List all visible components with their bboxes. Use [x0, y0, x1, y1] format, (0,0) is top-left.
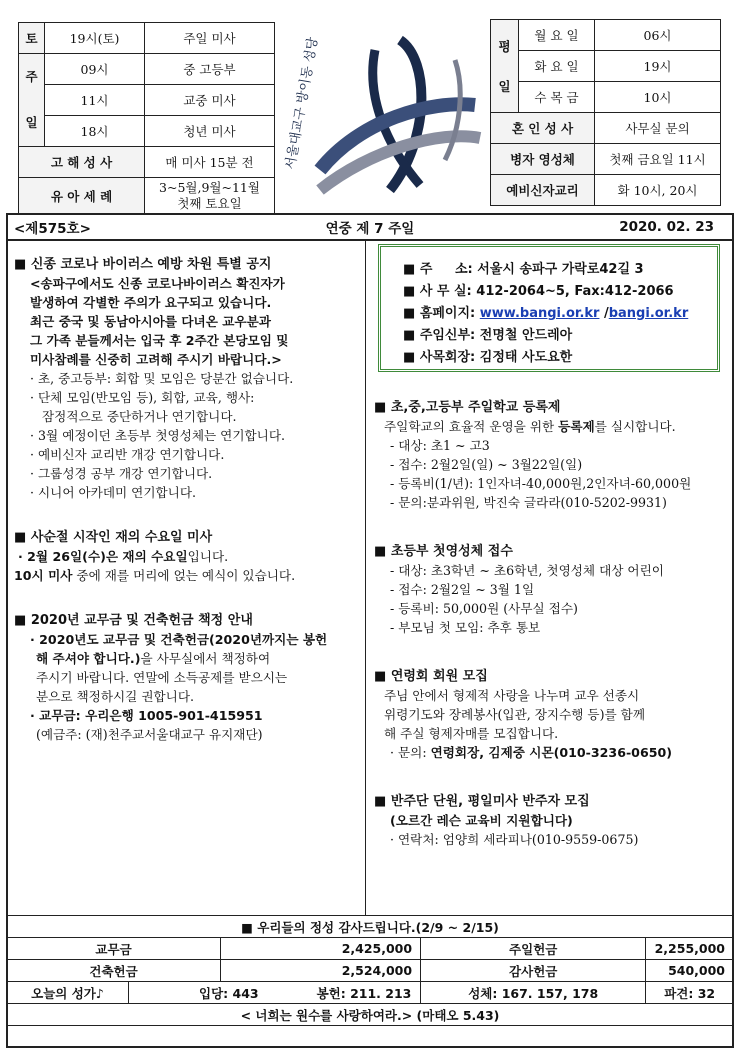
liturgical-sunday: 연중 제 7 주일: [325, 221, 415, 237]
build-value: 2,524,000: [221, 960, 421, 982]
entrance-hymn: 입당: 443: [199, 985, 259, 1001]
marriage-label: 혼 인 성 사: [491, 113, 595, 144]
hymn-communion: 성체: 167. 157, 178: [421, 982, 646, 1004]
sunday-school-notice: [374, 398, 730, 512]
school-intro: [374, 417, 730, 436]
baptism-label: 유 아 세 례: [19, 178, 145, 214]
weekday-label-1: 평: [498, 39, 511, 54]
homepage-link[interactable]: www.bangi.or.kr: [479, 306, 600, 321]
homepage-link-short[interactable]: bangi.or.kr: [608, 306, 689, 321]
parish-address-box: [378, 244, 720, 372]
offering-summary: [6, 915, 734, 1026]
fee-title: 2020년 교무금 및 건축헌금 책정 안내: [30, 613, 253, 628]
marriage-value: 사무실 문의: [595, 113, 721, 144]
sunday-mass-2: 교중 미사: [145, 85, 275, 116]
address-value: 서울시 송파구 가락로42길 3: [477, 262, 644, 277]
corona-item: · 단체 모임(반모임 등), 회합, 교육, 행사:: [30, 390, 255, 405]
lent-title-row: ■ 사순절 시작인 재의 수요일 미사: [14, 530, 213, 545]
corona-item: · 초, 중고등부: 회합 및 모임은 당분간 없습니다.: [30, 371, 294, 386]
baptism-value-2: 첫째 토요일: [177, 195, 242, 211]
first-communion-notice: [374, 542, 730, 637]
weekday-schedule: [490, 19, 721, 206]
school-intro-1: 주일학교의 효율적 운영을 위한: [384, 419, 559, 434]
gyomu-value: 2,425,000: [221, 938, 421, 960]
baptism-value-1: 3~5월,9월~11월: [159, 179, 260, 195]
hymn-entrance: [129, 982, 421, 1004]
corona-bold-1: <송파구에서도 신종 코로나바이러스 확진자가: [30, 276, 285, 291]
fee-line-2: [14, 649, 362, 668]
left-column: [14, 255, 362, 758]
fee-line-3: 주시기 바랍니다. 연말에 소득공제를 받으시는: [36, 670, 288, 685]
sunday-mass-3: 청년 미사: [145, 116, 275, 147]
communion-item: - 등록비: 50,000원 (사무실 접수): [390, 601, 578, 616]
corona-bold-3: 최근 중국 및 동남아시아를 다녀온 교우분과: [30, 314, 271, 329]
fee-line-2-bold: 해 주셔야 합니다.): [36, 651, 141, 666]
elder-line: 위령기도와 장례봉사(입관, 장지수행 등)를 함께: [384, 707, 645, 722]
wed-fri-label: 수 목 금: [519, 82, 595, 113]
gamsa-label: 감사헌금: [421, 960, 646, 982]
offering-table: [6, 915, 734, 1026]
lent-mass-time: 10시 미사: [14, 568, 73, 583]
offertory-hymn: 봉헌: 211. 213: [316, 985, 412, 1001]
weekday-label-2: 일: [498, 79, 511, 94]
communion-title-row: ■ 초등부 첫영성체 접수: [374, 544, 513, 559]
accomp-sub: (오르간 레슨 교육비 지원합니다): [390, 813, 573, 828]
sunday-mass-schedule: [18, 22, 275, 214]
fee-line-4: 분으로 책정하시길 권합니다.: [36, 689, 194, 704]
lent-line-2-rest: 중에 재를 머리에 얹는 예식이 있습니다.: [72, 568, 296, 583]
elder-contact-row: [374, 743, 730, 762]
elder-line: 해 주실 형제자매를 모집합니다.: [384, 726, 559, 741]
accomp-contact: · 연락처: 엄양희 세라피나(010-9559-0675): [390, 832, 639, 847]
office-label: 사 무 실:: [419, 284, 472, 299]
sunday-label-1: 주: [25, 69, 38, 84]
homepage-separator: /: [599, 306, 609, 321]
lent-line-2: [14, 566, 362, 585]
homepage-label: 홈페이지:: [419, 306, 476, 321]
school-item: - 등록비(1/년): 1인자녀-40,000원,2인자녀-60,000원: [390, 476, 692, 491]
catechumen-label: 예비신자교리: [491, 175, 595, 206]
elder-line: 주님 안에서 형제적 사랑을 나누며 교우 선종시: [384, 688, 640, 703]
president-value: 김정태 사도요한: [479, 350, 573, 365]
school-title-row: ■ 초,중,고등부 주일학교 등록제: [374, 400, 561, 415]
column-divider: [365, 241, 366, 915]
tuesday-time: 19시: [595, 51, 721, 82]
fee-title-row: ■ 2020년 교무금 및 건축헌금 책정 안내: [14, 613, 253, 628]
corona-item: · 시니어 아카데미 연기합니다.: [30, 485, 197, 500]
tuesday-label: 화 요 일: [519, 51, 595, 82]
scripture-quote: < 너희는 원수를 사랑하여라.> (마태오 5.43): [7, 1004, 734, 1026]
communion-item: - 부모님 첫 모임: 추후 통보: [390, 620, 541, 635]
corona-item: 잠정적으로 중단하거나 연기합니다.: [30, 409, 237, 424]
elder-title: 연령회 회원 모집: [390, 669, 488, 684]
issue-date: 2020. 02. 23: [619, 219, 714, 235]
priest-label: 주임신부:: [419, 328, 476, 343]
communion-item: - 대상: 초3학년 ~ 초6학년, 첫영성체 대상 어린이: [390, 563, 664, 578]
priest-value: 전명철 안드레아: [479, 328, 573, 343]
president-row: ■ 사목회장: 김정태 사도요한: [403, 350, 573, 365]
fee-account: · 교무금: 우리은행 1005-901-415951: [30, 708, 263, 723]
priest-row: ■ 주임신부: 전명철 안드레아: [403, 328, 573, 343]
fee-holder: (예금주: (재)천주교서울대교구 유지재단): [36, 727, 263, 742]
ash-wednesday-notice: [14, 528, 362, 585]
hymn-dismissal: 파견: 32: [646, 982, 734, 1004]
school-title: 초,중,고등부 주일학교 등록제: [390, 400, 561, 415]
wed-fri-time: 10시: [595, 82, 721, 113]
gamsa-value: 540,000: [646, 960, 734, 982]
logo-graphic: [280, 20, 485, 203]
offering-title: ■ 우리들의 정성 감사드립니다.(2/9 ~ 2/15): [7, 916, 734, 938]
school-item: - 대상: 초1 ~ 고3: [390, 438, 490, 453]
lent-title: 사순절 시작인 재의 수요일 미사: [30, 530, 213, 545]
elder-contact-label: · 문의:: [390, 745, 431, 760]
elder-contact: 연령회장, 김제중 시몬(010-3236-0650): [430, 745, 672, 760]
school-item: - 접수: 2월2일(일) ~ 3월22일(일): [390, 457, 583, 472]
school-intro-bold: 등록제: [558, 419, 595, 434]
homepage-row: ■ 홈페이지: www.bangi.or.kr /bangi.or.kr: [403, 306, 689, 321]
accomp-title-row: ■ 반주단 단원, 평일미사 반주자 모집: [374, 794, 590, 809]
corona-bold-2: 발생하여 각별한 주의가 요구되고 있습니다.: [30, 295, 272, 310]
corona-bold-4: 그 가족 분들께서는 입국 후 2주간 본당모임 및: [30, 333, 289, 348]
weekday-label: [491, 20, 519, 113]
sunday-mass-1: 중 고등부: [145, 54, 275, 85]
corona-item: · 예비신자 교리반 개강 연기합니다.: [30, 447, 225, 462]
right-column: [374, 398, 730, 863]
school-item: - 문의:분과위원, 박진숙 글라라(010-5202-9931): [390, 495, 667, 510]
corona-item: · 그룹성경 공부 개강 연기합니다.: [30, 466, 213, 481]
juil-value: 2,255,000: [646, 938, 734, 960]
sick-communion-label: 병자 영성체: [491, 144, 595, 175]
lent-date: · 2월 26일(수)은 재의 수요일: [18, 549, 188, 564]
accomp-title: 반주단 단원, 평일미사 반주자 모집: [390, 794, 590, 809]
catechumen-value: 화 10시, 20시: [595, 175, 721, 206]
office-row: ■ 사 무 실: 412-2064~5, Fax:412-2066: [403, 284, 674, 299]
saturday-time: 19시(토): [45, 23, 145, 54]
funeral-society-notice: [374, 667, 730, 762]
hymn-label: 오늘의 성가♪: [7, 982, 129, 1004]
issue-number: <제575호>: [14, 221, 91, 237]
sunday-label-2: 일: [25, 115, 38, 130]
elder-title-row: ■ 연령회 회원 모집: [374, 669, 488, 684]
accompanist-notice: [374, 792, 730, 849]
fee-notice: [14, 611, 362, 744]
confession-label: 고 해 성 사: [19, 147, 145, 178]
confession-value: 매 미사 15분 전: [145, 147, 275, 178]
school-intro-2: 를 실시합니다.: [594, 419, 676, 434]
build-label: 건축헌금: [7, 960, 221, 982]
lent-line-1-rest: 입니다.: [187, 549, 229, 564]
lent-line-1: [14, 547, 362, 566]
logo-text: 서울대교구 방이동 성당: [283, 36, 322, 171]
issue-info-bar: [6, 213, 734, 241]
sunday-time-1: 09시: [45, 54, 145, 85]
baptism-value: [145, 178, 275, 214]
address-row: ■ 주 소: 서울시 송파구 가락로42길 3: [403, 262, 644, 277]
juil-label: 주일헌금: [421, 938, 646, 960]
address-label: 주 소:: [419, 262, 473, 277]
monday-time: 06시: [595, 20, 721, 51]
saturday-mass: 주일 미사: [145, 23, 275, 54]
sick-communion-value: 첫째 금요일 11시: [595, 144, 721, 175]
fee-line-1: · 2020년도 교무금 및 건축헌금(2020년까지는 봉헌: [30, 632, 328, 647]
communion-item: - 접수: 2월2일 ~ 3월 1일: [390, 582, 535, 597]
parish-logo: [280, 20, 485, 203]
corona-bold-5: 미사참례를 신중히 고려해 주시기 바랍니다.>: [30, 352, 282, 367]
corona-item: · 3월 예정이던 초등부 첫영성체는 연기합니다.: [30, 428, 286, 443]
saturday-label: 토: [19, 23, 45, 54]
president-label: 사목회장:: [419, 350, 476, 365]
office-value: 412-2064~5, Fax:412-2066: [476, 284, 674, 299]
monday-label: 월 요 일: [519, 20, 595, 51]
sunday-label: [19, 54, 45, 147]
fee-line-2-rest: 을 사무실에서 책정하여: [140, 651, 271, 666]
corona-title: 신종 코로나 바이러스 예방 차원 특별 공지: [30, 257, 272, 272]
sunday-time-3: 18시: [45, 116, 145, 147]
corona-title-row: ■ 신종 코로나 바이러스 예방 차원 특별 공지: [14, 257, 272, 272]
gyomu-label: 교무금: [7, 938, 221, 960]
communion-title: 초등부 첫영성체 접수: [390, 544, 513, 559]
sunday-time-2: 11시: [45, 85, 145, 116]
corona-notice: [14, 255, 362, 502]
